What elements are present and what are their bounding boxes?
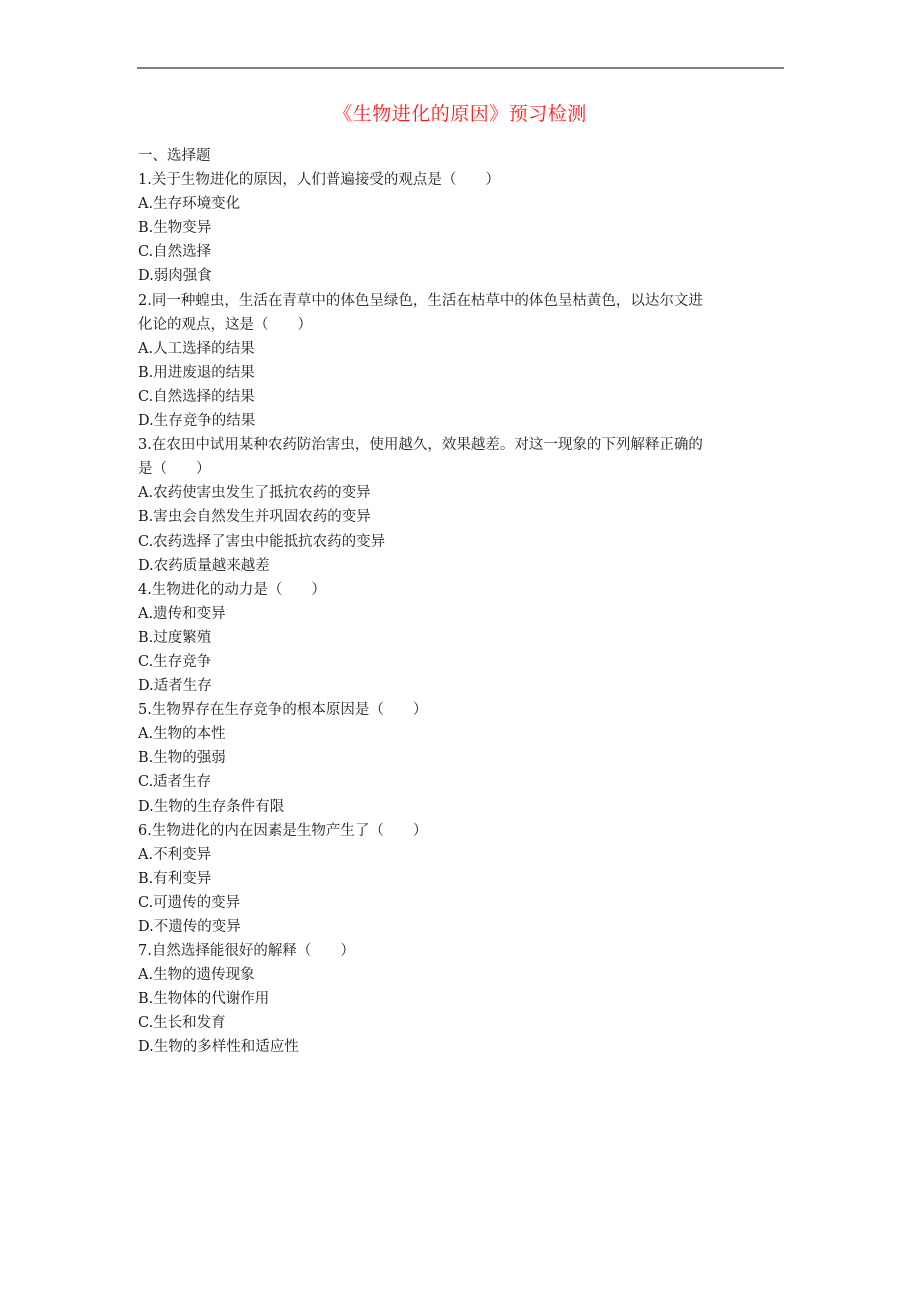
question-5-option-b: B.生物的强弱 xyxy=(138,750,226,767)
question-7-option-b: B.生物体的代谢作用 xyxy=(138,991,270,1008)
question-5-stem: 5.生物界存在生存竞争的根本原因是（ ） xyxy=(138,702,428,719)
question-5-option-d: D.生物的生存条件有限 xyxy=(138,798,285,815)
section-heading: 一、选择题 xyxy=(138,148,211,164)
question-2-option-c: C.自然选择的结果 xyxy=(138,388,255,405)
question-4-stem: 4.生物进化的动力是（ ） xyxy=(138,581,326,598)
question-6-option-a: A.不利变异 xyxy=(138,846,212,863)
question-3-option-b: B.害虫会自然发生并巩固农药的变异 xyxy=(138,509,371,526)
question-3-stem-line-1: 3.在农田中试用某种农药防治害虫，使用越久，效果越差。对这一现象的下列解释正确的 xyxy=(138,437,703,454)
question-2-option-a: A.人工选择的结果 xyxy=(138,340,255,357)
question-1-option-d: D.弱肉强食 xyxy=(138,268,212,285)
question-1-option-b: B.生物变异 xyxy=(138,220,212,237)
question-4-option-c: C.生存竞争 xyxy=(138,653,212,670)
question-3-stem-line-2: 是（ ） xyxy=(138,461,211,478)
question-7-stem: 7.自然选择能很好的解释（ ） xyxy=(138,943,355,960)
question-2-option-b: B.用进废退的结果 xyxy=(138,364,255,381)
question-2-option-d: D.生存竞争的结果 xyxy=(138,413,256,430)
question-4-option-a: A.遗传和变异 xyxy=(138,605,226,622)
question-7-option-a: A.生物的遗传现象 xyxy=(138,967,255,984)
question-4-option-b: B.过度繁殖 xyxy=(138,629,212,646)
question-2-stem-line-1: 2.同一种蝗虫，生活在青草中的体色呈绿色，生活在枯草中的体色呈枯黄色，以达尔文进 xyxy=(138,292,703,309)
header-rule xyxy=(137,67,784,69)
document-body xyxy=(138,144,778,1060)
question-6-option-c: C.可遗传的变异 xyxy=(138,894,241,911)
question-2-stem-line-2: 化论的观点，这是（ ） xyxy=(138,316,312,333)
document-title: 《生物进化的原因》预习检测 xyxy=(333,103,587,125)
question-6-option-b: B.有利变异 xyxy=(138,870,212,887)
question-3-option-c: C.农药选择了害虫中能抵抗农药的变异 xyxy=(138,533,386,550)
question-3-option-d: D.农药质量越来越差 xyxy=(138,557,270,574)
question-5-option-c: C.适者生存 xyxy=(138,774,212,791)
question-5-option-a: A.生物的本性 xyxy=(138,726,226,743)
question-1-option-c: C.自然选择 xyxy=(138,244,212,261)
question-6-option-d: D.不遗传的变异 xyxy=(138,919,241,935)
question-3-option-a: A.农药使害虫发生了抵抗农药的变异 xyxy=(138,485,371,502)
question-6-stem: 6.生物进化的内在因素是生物产生了（ ） xyxy=(138,822,428,839)
question-7-option-c: C.生长和发育 xyxy=(138,1015,226,1032)
question-1-stem: 1.关于生物进化的原因，人们普遍接受的观点是（ ） xyxy=(138,172,500,189)
question-1-option-a: A.生存环境变化 xyxy=(138,196,241,213)
question-7-option-d: D.生物的多样性和适应性 xyxy=(138,1039,299,1056)
question-4-option-d: D.适者生存 xyxy=(138,678,212,695)
